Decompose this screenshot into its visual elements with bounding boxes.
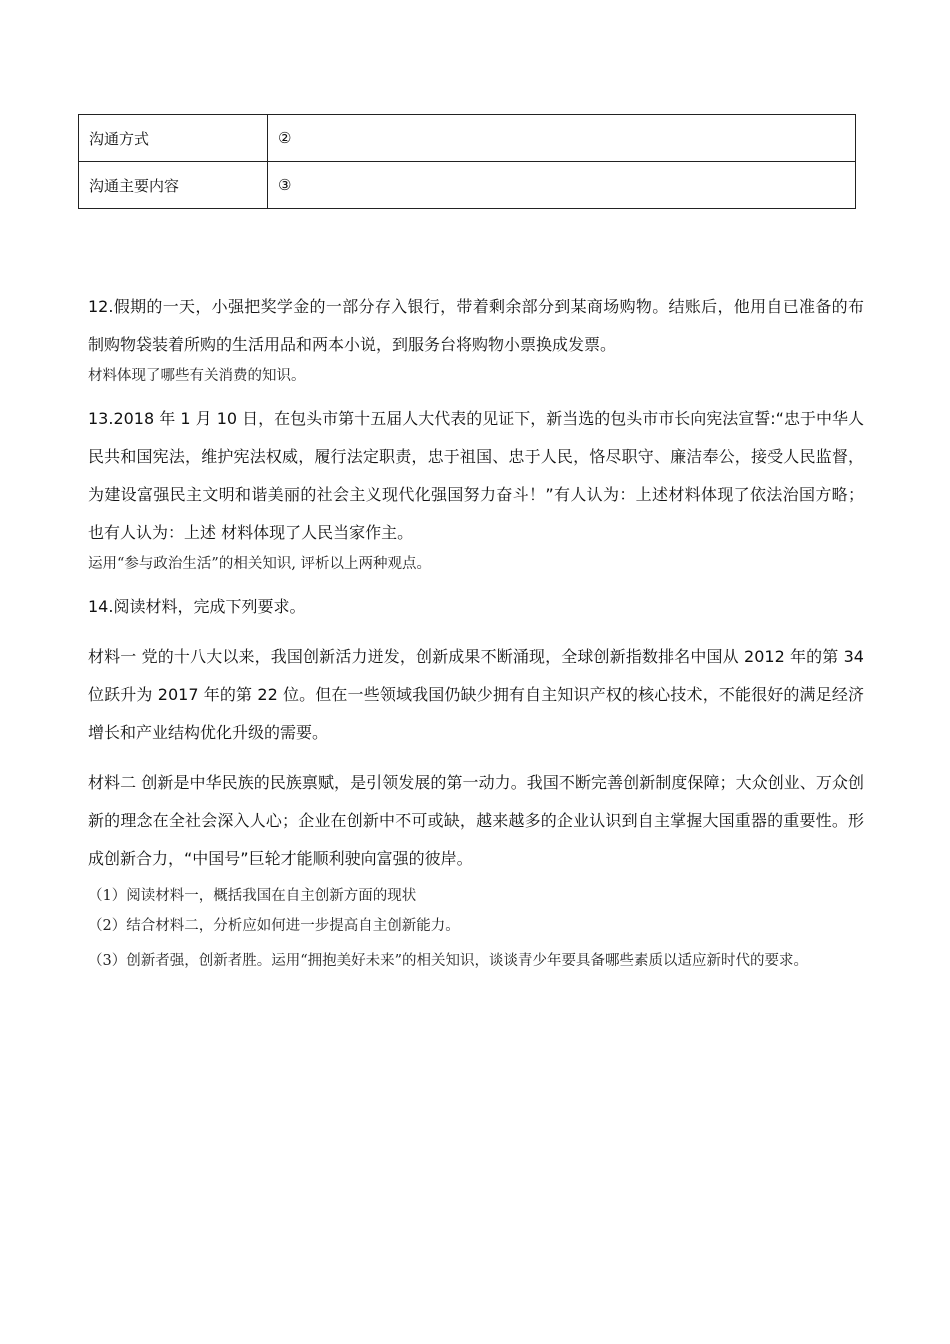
questions <box>88 288 864 978</box>
question-12-text: 12.假期的一天，小强把奖学金的一部分存入银行，带着剩余部分到某商场购物。结账后，他用自已准备的布制购物袋装着所购的生活用品和两本小说，到服务台将购物小票换成发票。 <box>88 297 864 354</box>
question-13-text: 13.2018 年 1 月 10 日，在包头市第十五届人大代表的见证下，新当选的包头市市长向宪法宣誓:“忠于中华人民共和国宪法，维护宪法权威，履行法定职责，忠于祖国、忠于人民，恪尽职守、廉洁奉公，接受人民监督，为建设富强民主文明和谐美丽的社会主义现代化强国努力奋斗！”有人认为：上述材料体现了依法治国方略；也有人认为：上述 材料体现了人民当家作主。 <box>88 409 864 542</box>
sub-question-3: （3）创新者强，创新者胜。运用“拥抱美好未来”的相关知识，谈谈青少年要具备哪些素质以适应新时代的要求。 <box>88 953 809 969</box>
question-14-title: 14.阅读材料，完成下列要求。 <box>88 597 306 616</box>
table-cell-label: 沟通方式 <box>79 115 268 162</box>
table-cell-value: ③ <box>268 162 856 209</box>
material-1: 材料一 党的十八大以来，我国创新活力迸发，创新成果不断涌现，全球创新指数排名中国从 2012 年的第 34 位跃升为 2017 年的第 22 位。但在一些领域我国仍缺少拥有自主知识产权的核心技术，不能很好的满足经济增长和产业结构优化升级的需要。 <box>88 647 864 742</box>
question-12-instruction: 材料体现了哪些有关消费的知识。 <box>88 368 306 384</box>
table-row <box>79 162 856 209</box>
table-row <box>79 115 856 162</box>
material-2: 材料二 创新是中华民族的民族禀赋，是引领发展的第一动力。我国不断完善创新制度保障；大众创业、万众创新的理念在全社会深入人心；企业在创新中不可或缺，越来越多的企业认识到自主掌握大国重器的重要性。形成创新合力，“中国号”巨轮才能顺利驶向富强的彼岸。 <box>88 773 864 868</box>
table-cell-label: 沟通主要内容 <box>79 162 268 209</box>
info-table <box>78 114 856 209</box>
table-cell-value: ② <box>268 115 856 162</box>
sub-question-1: （1）阅读材料一，概括我国在自主创新方面的现状 <box>88 888 417 904</box>
question-13-instruction: 运用“参与政治生活”的相关知识, 评析以上两种观点。 <box>88 556 432 572</box>
sub-question-2: （2）结合材料二，分析应如何进一步提高自主创新能力。 <box>88 918 460 934</box>
